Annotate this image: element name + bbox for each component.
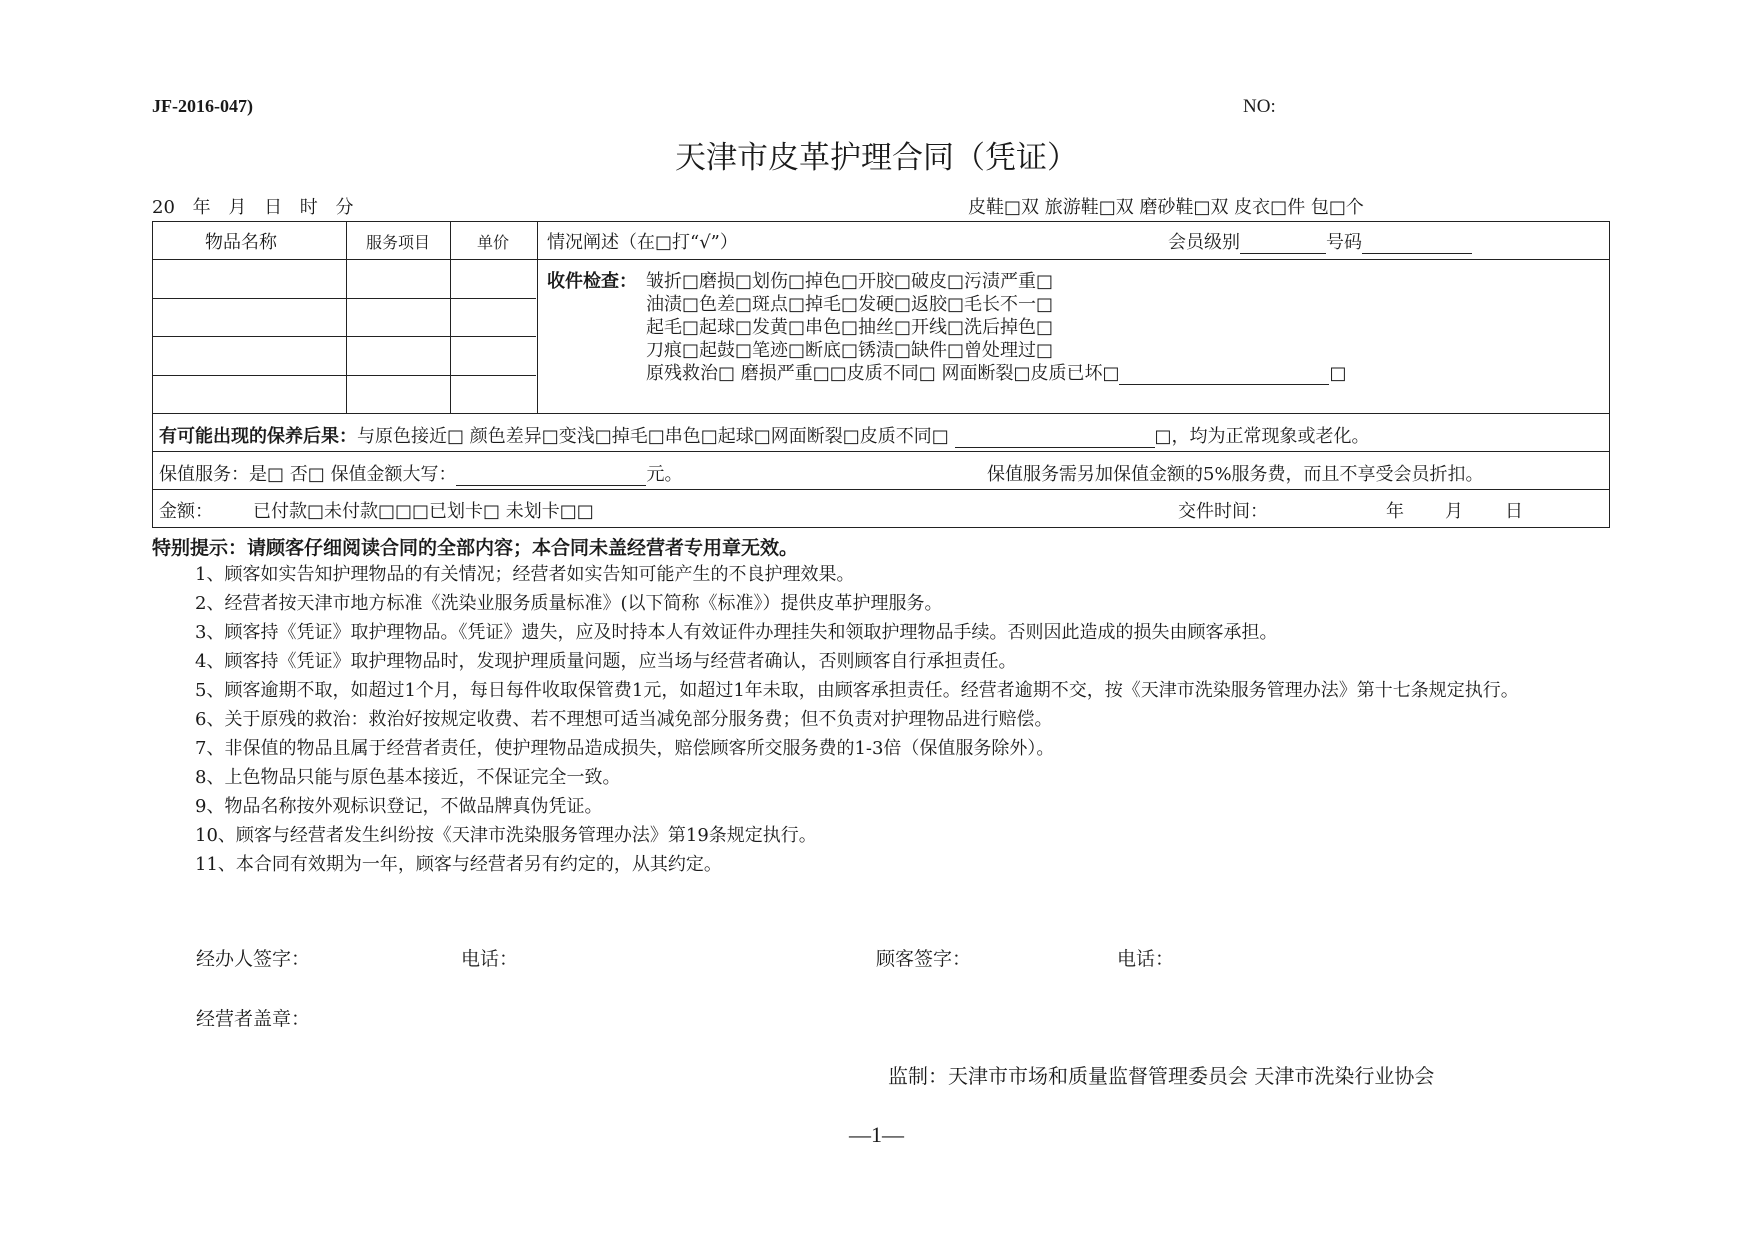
serial-number-label: NO: [1243,96,1276,117]
item-name-cell[interactable] [153,260,346,297]
member-level-blank[interactable] [1240,237,1326,254]
value-amount-blank[interactable] [456,469,646,486]
page-title: 天津市皮革护理合同（凭证） [675,140,1078,176]
special-notice-title: 特别提示：请顾客仔细阅读合同的全部内容；本合同未盖经营者专用章无效。 [152,537,799,559]
consequence-other-blank[interactable] [955,431,1155,448]
operator-seal-label: 经营者盖章： [196,1008,311,1030]
terms-clause: 11、本合同有效期为一年，顾客与经营者另有约定的，从其约定。 [195,854,722,875]
col-header-service: 服务项目 [366,233,431,252]
terms-clause: 4、顾客持《凭证》取护理物品时，发现护理质量问题，应当场与经营者确认，否则顾客自行承担责任。 [195,651,1017,672]
col-header-condition: 情况阐述（在□打“√”） [547,232,738,253]
terms-list [195,560,1615,879]
price-cell[interactable] [451,260,537,297]
inspection-other-blank[interactable] [1119,368,1329,385]
terms-clause: 10、顾客与经营者发生纠纷按《天津市洗染服务管理办法》第19条规定执行。 [195,825,817,846]
customer-phone-label: 电话： [1117,948,1175,970]
member-level-field [1168,228,1472,254]
terms-clause: 5、顾客逾期不取，如超过1个月，每日每件收取保管费1元，如超过1年未取，由顾客承担责任。经营者逾期不交，按《天津市洗染服务管理办法》第十七条规定执行。 [195,680,1519,701]
page-number: —1— [849,1122,904,1147]
form-code: JF-2016-047) [152,96,253,116]
consequence-text: 与原色接近□ 颜色差异□变浅□掉毛□串色□起球□网面断裂□皮质不同□ [357,426,949,447]
customer-signature-label: 顾客签字： [876,948,972,970]
terms-clause: 1、顾客如实告知护理物品的有关情况；经营者如实告知可能产生的不良护理效果。 [195,564,855,585]
col-header-item-name: 物品名称 [205,232,277,253]
terms-clause: 8、上色物品只能与原色基本接近，不保证完全一致。 [195,767,621,788]
consequence-label: 有可能出现的保养后果： [159,426,357,447]
supervisor-line: 监制：天津市市场和质量监督管理委员会 天津市洗染行业协会 [888,1064,1435,1088]
col-header-price: 单价 [477,233,510,252]
contract-form-table [152,221,1610,528]
member-number-blank[interactable] [1362,237,1472,254]
member-number-label: 号码 [1326,232,1362,253]
inspection-line: 刀痕□起鼓□笔迹□断底□锈渍□缺件□曾处理过□ [646,340,1054,361]
service-cell[interactable] [347,260,450,297]
consequence-row [159,422,1370,448]
value-unit: 元。 [646,464,683,485]
amount-label: 金额： [159,501,213,522]
date-time-line: 20 年 月 日 时 分 [152,197,354,218]
inspection-line: 起毛□起球□发黄□串色□抽丝□开线□洗后掉色□ [646,317,1054,338]
terms-clause: 2、经营者按天津市地方标准《洗染业服务质量标准》(以下简称《标准》）提供皮革护理服务。 [195,593,943,614]
value-service-label: 保值服务：是□ 否□ 保值金额大写： [159,464,457,485]
terms-clause: 6、关于原残的救治：救治好按规定收费、若不理想可适当减免部分服务费；但不负责对护理物品进行赔偿。 [195,709,1053,730]
delivery-time-label: 交件时间： [1178,501,1268,522]
item-type-checklist: 皮鞋□双 旅游鞋□双 磨砂鞋□双 皮衣□件 包□个 [968,197,1364,218]
delivery-month: 月 [1445,501,1463,522]
terms-clause: 7、非保值的物品且属于经营者责任，使护理物品造成损失，赔偿顾客所交服务费的1-3倍（保值服务除外）。 [195,738,1055,759]
consequence-tail: □，均为正常现象或老化。 [1154,426,1370,447]
inspection-label: 收件检查： [547,271,637,292]
inspection-line: 油渍□色差□斑点□掉毛□发硬□返胶□毛长不一□ [646,294,1054,315]
operator-signature-label: 经办人签字： [196,948,311,970]
member-level-label: 会员级别 [1168,232,1240,253]
inspection-line: 皱折□磨损□划伤□掉色□开胶□破皮□污渍严重□ [646,271,1054,292]
delivery-day: 日 [1505,501,1523,522]
delivery-year: 年 [1386,501,1404,522]
inspection-line-last: 原残救治□ 磨损严重□□皮质不同□ 网面断裂□皮质已坏□ □ [646,363,1347,384]
terms-clause: 3、顾客持《凭证》取护理物品。《凭证》遗失，应及时持本人有效证件办理挂失和领取护理物品手续。否则因此造成的损失由顾客承担。 [195,622,1278,643]
payment-status: 已付款□未付款□□□已划卡□ 未划卡□□ [253,501,594,522]
terms-clause: 9、物品名称按外观标识登记，不做品牌真伪凭证。 [195,796,603,817]
value-service-note: 保值服务需另加保值金额的5%服务费，而且不享受会员折扣。 [987,464,1484,485]
value-service-row [159,460,682,486]
operator-phone-label: 电话： [461,948,519,970]
